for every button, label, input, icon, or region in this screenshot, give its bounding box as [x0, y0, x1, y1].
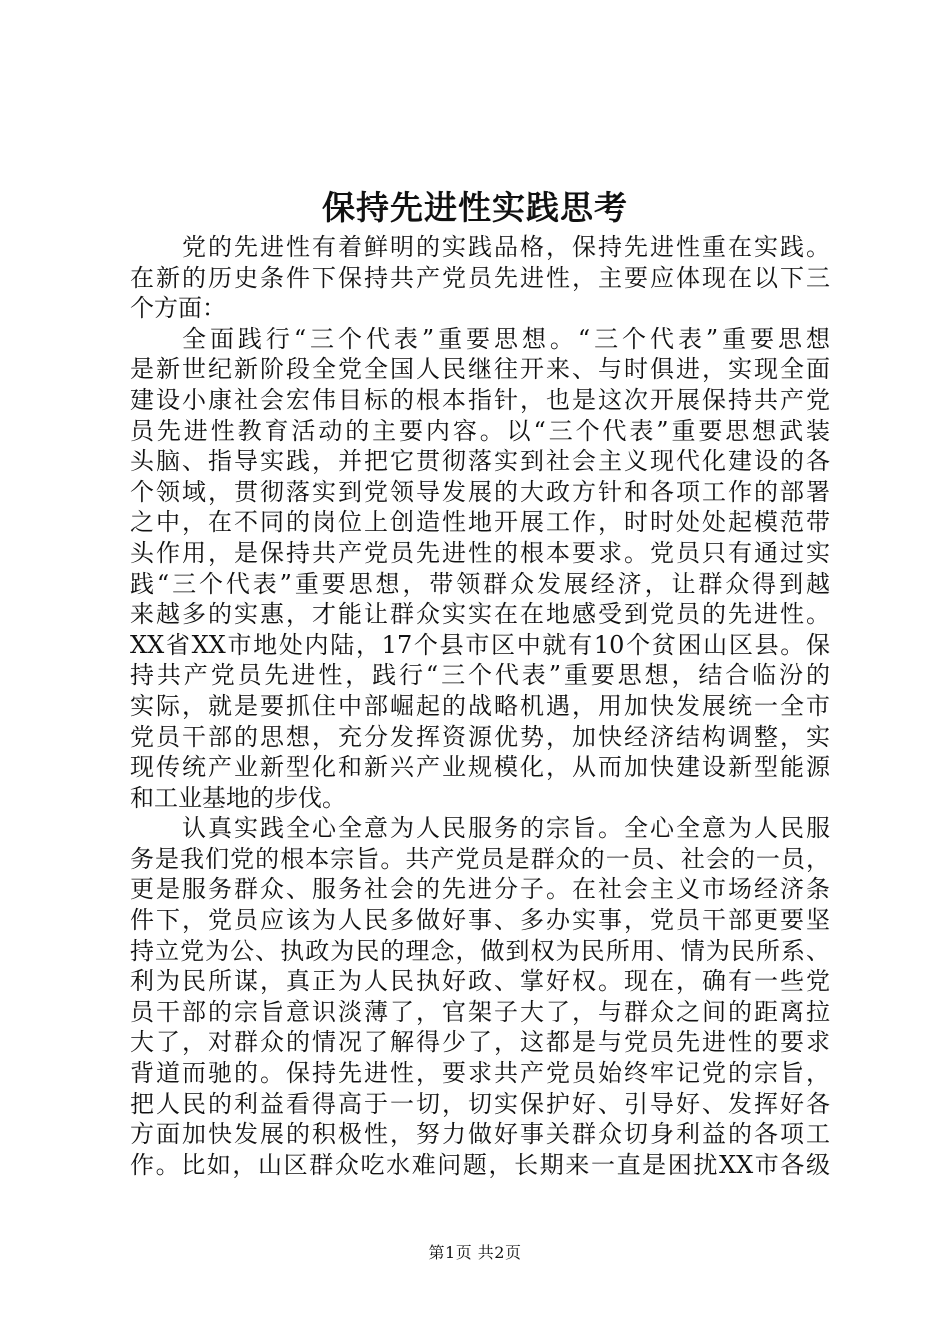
text-line: 方面加快发展的积极性，努力做好事关群众切身利益的各项工 — [130, 1120, 830, 1149]
text-line: 之中，在不同的岗位上创造性地开展工作，时时处处起模范带 — [130, 508, 830, 537]
text-line: 和工业基地的步伐。 — [130, 783, 346, 812]
text-line: 党员干部的思想，充分发挥资源优势，加快经济结构调整，实 — [130, 722, 830, 751]
text-line: 把人民的利益看得高于一切，切实保护好、引导好、发挥好各 — [130, 1089, 830, 1118]
text-line: 个领域，贯彻落实到党领导发展的大政方针和各项工作的部署 — [130, 477, 830, 506]
text-line: 全面践行“三个代表”重要思想。“三个代表”重要思想 — [182, 324, 830, 353]
text-line: 现传统产业新型化和新兴产业规模化，从而加快建设新型能源 — [130, 753, 830, 782]
text-line: 是新世纪新阶段全党全国人民继往开来、与时俱进，实现全面 — [130, 355, 830, 384]
text-line: 背道而驰的。保持先进性，要求共产党员始终牢记党的宗旨， — [130, 1059, 830, 1088]
text-line: 实际，就是要抓住中部崛起的战略机遇，用加快发展统一全市 — [130, 691, 830, 720]
text-line: 持共产党员先进性，践行“三个代表”重要思想，结合临汾的 — [130, 661, 830, 690]
text-line: 员先进性教育活动的主要内容。以“三个代表”重要思想武装 — [130, 416, 830, 445]
text-line: 员干部的宗旨意识淡薄了，官架子大了，与群众之间的距离拉 — [130, 997, 830, 1026]
text-line: 建设小康社会宏伟目标的根本指针，也是这次开展保持共产党 — [130, 385, 830, 414]
text-line: 持立党为公、执政为民的理念，做到权为民所用、情为民所系、 — [130, 936, 830, 965]
text-line: 利为民所谋，真正为人民执好政、掌好权。现在，确有一些党 — [130, 967, 830, 996]
document-title: 保持先进性实践思考 — [322, 188, 628, 227]
text-line: 个方面： — [130, 294, 226, 323]
text-line: 件下，党员应该为人民多做好事、多办实事，党员干部更要坚 — [130, 906, 830, 935]
text-line: 在新的历史条件下保持共产党员先进性，主要应体现在以下三 — [130, 263, 830, 292]
text-line: 大了，对群众的情况了解得少了，这都是与党员先进性的要求 — [130, 1028, 830, 1057]
text-line: 认真实践全心全意为人民服务的宗旨。全心全意为人民服 — [182, 814, 830, 843]
text-line: 头作用，是保持共产党员先进性的根本要求。党员只有通过实 — [130, 538, 830, 567]
text-line: 头脑、指导实践，并把它贯彻落实到社会主义现代化建设的各 — [130, 447, 830, 476]
text-line: 作。比如，山区群众吃水难问题，长期来一直是困扰XX市各级 — [130, 1150, 830, 1179]
text-line: 来越多的实惠，才能让群众实实在在地感受到党员的先进性。 — [130, 600, 830, 629]
text-line: 务是我们党的根本宗旨。共产党员是群众的一员、社会的一员， — [130, 844, 830, 873]
text-line: 党的先进性有着鲜明的实践品格，保持先进性重在实践。 — [182, 233, 830, 261]
page-footer: 第1页 共2页 — [428, 1243, 522, 1262]
text-line: 践“三个代表”重要思想，带领群众发展经济，让群众得到越 — [130, 569, 830, 598]
document-body — [130, 232, 830, 1180]
text-line: 更是服务群众、服务社会的先进分子。在社会主义市场经济条 — [130, 875, 830, 904]
text-line: XX省XX市地处内陆，17个县市区中就有10个贫困山区县。保 — [130, 630, 830, 659]
